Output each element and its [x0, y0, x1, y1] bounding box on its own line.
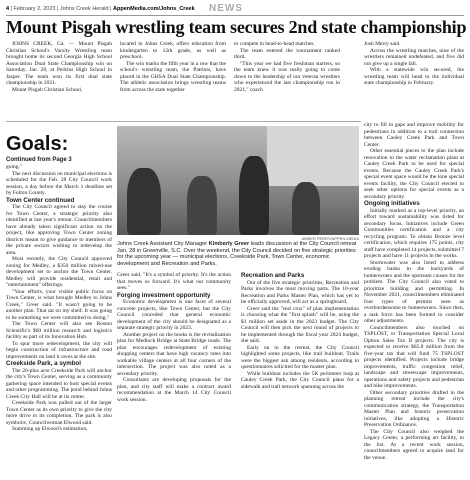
page-meta — [6, 6, 195, 12]
subhead: Forging investment opportunity — [117, 291, 211, 299]
photo-wall — [267, 126, 359, 186]
article-paragraph: Early on in the retreat, the City Council highlighted some projects, like trail buildout. Trails were the biggest ask among residents, according to questionnaires solicited for the master plan. — [241, 344, 359, 370]
article-paragraph: The win marks the fifth year in a row that the school's wrestling team, the Patriots, have placed in the GHSA Dual State Championship. The athletic association brings wrestling teams from across the state together — [120, 60, 226, 93]
article-paragraph: Summing up Elwood's estimation, — [12, 426, 88, 432]
article-paragraph: To spur more redevelopment, the city will begin construction of infrastructure and road improvements on land it owns at the site. — [6, 340, 112, 360]
article-paragraph: The next discussion on municipal elections is scheduled for the Feb. 28 City Council work session, a day before the March 1 deadline set by Fulton County. — [6, 170, 112, 196]
article-paragraph: Across the wrestling matches, nine of the wrestlers remained undefeated, and five did not give up a single fall. — [364, 47, 464, 67]
photo-caption — [117, 241, 359, 267]
article-paragraph: Other secondary priorities drafted in the planning retreat include the city's communication strategy, the Transportation Master Plan and historic preservation initiatives, like adopting a Historic Preservation Ordinance. — [364, 389, 464, 428]
article-paragraph: The City Council also weighed the Legacy Center, a performing art facility, to the list. At a recent work session, councilmembers agreed to acquire land for the venue. — [364, 428, 464, 461]
goals-column-1 — [6, 164, 112, 433]
subhead: Recreation and Parks — [241, 272, 305, 279]
photo-figure — [292, 182, 320, 235]
article-paragraph: Mount Pisgah Christian School, — [12, 86, 83, 93]
caption-name: Kimberly Greer — [208, 241, 250, 247]
article-paragraph: going." — [6, 164, 23, 170]
goals-title: Goals: — [6, 133, 69, 155]
article-paragraph: The Town Center will also see Boston Scientific's $60 million research and logistics facility as part of its Innovation Hub. — [6, 321, 112, 340]
headline: Mount Pisgah wrestling team secures 2nd state championship — [6, 17, 467, 37]
site-link[interactable]: AppenMedia.com/Johns_Creek — [113, 6, 195, 12]
article-paragraph: located in Johns Creek, offers education from kindergarten to 12th grade, as well as preschool. — [120, 41, 226, 60]
article-paragraph: to compete in head-to-head matches. — [234, 41, 315, 47]
wrestling-column-4 — [364, 41, 464, 87]
article-paragraph: While buildout includes the 5K perimeter loop at Cauley Creek Park, the City Council plans for a sidewalk and trail network spanning across the — [241, 370, 359, 390]
caption-lead: Johns Creek Assistant City Manager — [117, 241, 209, 247]
article-paragraph: city to fill in gaps and improve mobility for pedestrians in addition to a trail connection between Cauley Creek Park and Town Center. — [364, 122, 464, 148]
article-paragraph: Another project on the books is the revitalization plan for Medlock Bridge at State Bridge roads. The plan encourages redevelopment of existing shopping centers that have high vacancy rates into walkable village centers at all four corners of the intersection. The project was also noted as a secondary priority. — [117, 331, 231, 377]
article-paragraph: Initially marked as a top-level priority, an effort toward sustainability was listed for secondary focus. Initiatives include Green Communities certification and a city recycling program. To obtain Bronze level certification, which requires 175 points, city staff have completed 14 projects, submitted 7 projects and have 11 projects in the works. — [364, 207, 464, 259]
article-paragraph: Josh Merry said. — [364, 41, 401, 47]
goals-column-4 — [364, 122, 464, 461]
subhead: Ongoing initiatives — [364, 200, 420, 207]
goals-column-2 — [117, 272, 231, 403]
article-paragraph: Consultants are developing proposals for the plan, and city staff will make a contract award recommendation at the March 14 City Council work session. — [117, 377, 231, 403]
article-paragraph: Out of the five strategic priorities, Recreation and Parks involves the most moving parts. The 10-year Recreation and Parks Master Plan, which has yet to be officially approved, will act as a springboard. — [241, 279, 359, 305]
article-paragraph: Greer said the "real crux" of plan implementation is choosing what the "first splash" will be, using the $1 million set aside in the 2023 budget. The City Council will then pick the next round of projects to be implemented through the fiscal year 2024 budget, she said. — [241, 305, 359, 344]
subhead: Creekside Park, a symbol — [6, 360, 81, 367]
caption-text: leads discussion at the City Council retreat Jan. 28 in Greenville, S.C. Over the weekend, the City Council decided on five strategic priorities for the upcoming year — municipal elections, Creekside Park, Town Center, economic development and Recreation and Parks. — [117, 241, 357, 267]
article-paragraph: Stormwater was also listed to address eroding banks in the backyards of homeowners and the upstream causes for the problem. The City Council also voted to prioritize building and permitting. In November 2021, councilmembers eliminated four types of permits seen as overburdensome to homeowners. Since then, a task force has been formed to consider other adjustments. — [364, 259, 464, 324]
article-paragraph: The team entered the tournament ranked third. — [234, 47, 340, 60]
article-paragraph: Greer said, "It's a symbol of priority. It's the action that moves us forward. It's what our community sees." — [117, 272, 231, 291]
article-paragraph: "Your efforts, your visible public focus on Town Center, is what brought Medley to Johns Creek," Greer said. "It wasn't going to be another plan. That sat on my shelf. It was going to be something we were committed to doing." — [6, 288, 112, 321]
photo-figure — [127, 168, 161, 235]
goals-column-3 — [241, 272, 359, 390]
page-number: 4 — [6, 6, 10, 12]
wrestling-column-1 — [6, 41, 112, 93]
page-header — [6, 3, 464, 15]
retreat-photo — [117, 126, 359, 235]
article-paragraph: With a statewide win secured, the wrestling team will head to the individual state championship in February. — [364, 67, 464, 86]
article-paragraph: Other essential pieces to the plan include renovation to the water reclamation plant at Cauley Creek Park to be used for special events. Because the Cauley Creek Park's special event space would be the lone special events facility, the City Council elected to seek other options for special events as a secondary priority. — [364, 148, 464, 200]
wrestling-column-2 — [120, 41, 226, 93]
article-paragraph: JOHNS CREEK, Ga. — Mount Pisgah Christian School's Varsity Wrestling team brought home its second Georgia High School Association Dual State Championship win on Saturday, Jan. 28, at Perkins High School in Jasper. The team won its first dual state championship in 2021. — [6, 41, 112, 86]
issue-date: | February 2, 2023 | Johns Creek Herald | — [10, 6, 112, 12]
photo-figure — [187, 176, 217, 235]
article-paragraph: The City Council agreed to stay the course for Town Center, a strategic priority also identified at last year's retreat. Councilmembers have already taken significant action on the project, like approving Town Center zoning districts meant to give guidance to members of the private sectors wishing to redevelop the area. — [6, 204, 112, 256]
article-paragraph: The 20-plus acre Creekside Park will anchor the city's Town Center, serving as a community gathering space intended to host special events and other programming. The pond behind Johns Creek City Hall will be at its center. — [6, 367, 112, 400]
article-paragraph: Most recently, the City Council approved zoning for Medley, a $350 million mixed-use development set to anchor the Town Center. Medley will provide residential, retail and "entertainment" offerings. — [6, 256, 112, 288]
header-rule — [6, 15, 464, 16]
wrestling-column-3 — [234, 41, 340, 93]
article-paragraph: Councilmembers also touched on TSPLOST, or Transportation Special Local Option Sales Tax II projects. The city is expected to receive $65.8 million from the five-year tax that will fund 75 TSPLOST projects identified. Projects include bridge improvements, traffic congestion relief, landscape and streetscape improvements, operations and safety projects and pedestrian and bike improvements. — [364, 324, 464, 389]
photo-credit: AMBER PERRY/APPEN MEDIA — [301, 236, 359, 241]
article-paragraph: "This year we had five freshman starters, so the team knew it was really going to come down to the leadership of our veteran wrestlers who experienced the last championship run in 2021," coach — [234, 60, 340, 93]
article-paragraph: Economic development is one facet of several concrete projects, like Town Center, but the City Council conceded that general economic development of the city should be designated as a separate strategic priority in 2023. — [117, 299, 231, 331]
subhead: Town Center continued — [6, 196, 75, 204]
section-label: NEWS — [209, 3, 243, 14]
article-paragraph: Creekside Park was pulled out of the larger Town Center as its own priority to give the city more drive to its completion. The park is also symbolic, Councilwoman Elwood said. — [6, 400, 112, 426]
section-divider — [6, 121, 361, 122]
continued-note: Continued from Page 3 — [6, 157, 72, 163]
photo-figure — [239, 156, 269, 235]
